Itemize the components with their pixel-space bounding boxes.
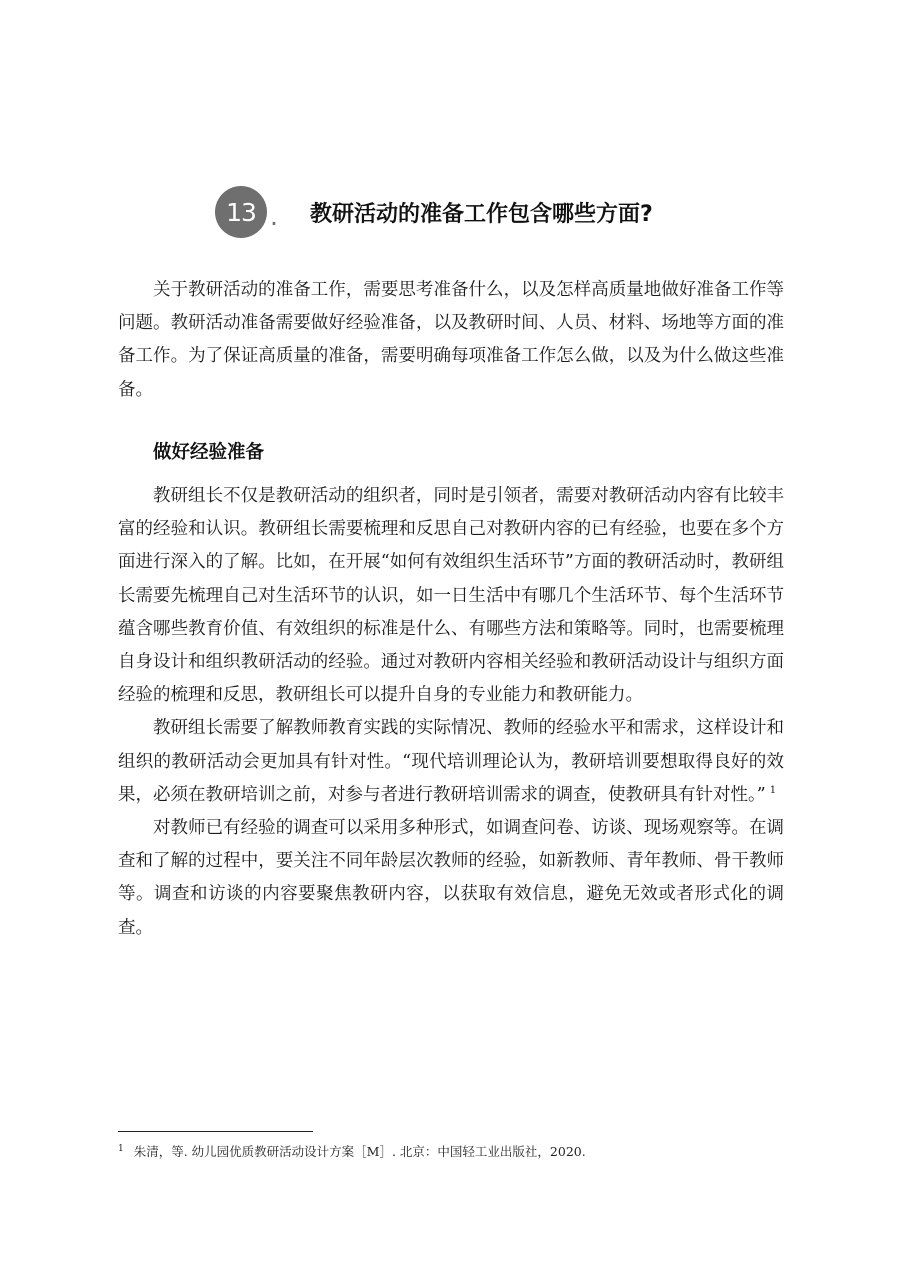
chapter-number-dot: . <box>270 201 278 231</box>
section-paragraph-2 <box>118 712 784 812</box>
footnote-reference[interactable]: 1 <box>769 785 777 796</box>
section-paragraph-2-text: 教研组长需要了解教师教育实践的实际情况、教师的经验水平和需求，这样设计和组织的教研活动会更加具有针对性。“现代培训理论认为，教研培训要想取得良好的效果，必须在教研培训之前，对参与者进行教研培训需求的调查，使教研具有针对性。” <box>118 718 784 805</box>
footnote-divider <box>118 1131 313 1132</box>
footnote-text: 朱清，等. 幼儿园优质教研活动设计方案［M］. 北京：中国轻工业出版社，2020. <box>133 1144 586 1159</box>
section-body <box>118 480 784 945</box>
intro-block <box>118 274 784 407</box>
chapter-number-badge: 13 <box>215 186 267 238</box>
footnote-mark: 1 <box>118 1143 124 1154</box>
section-paragraph-3: 对教师已有经验的调查可以采用多种形式，如调查问卷、访谈、现场观察等。在调查和了解的过程中，要关注不同年龄层次教师的经验，如新教师、青年教师、骨干教师等。调查和访谈的内容要聚焦教研内容，以获取有效信息，避免无效或者形式化的调查。 <box>118 818 784 938</box>
section-paragraph-1: 教研组长不仅是教研活动的组织者，同时是引领者，需要对教研活动内容有比较丰富的经验和认识。教研组长需要梳理和反思自己对教研内容的已有经验，也要在多个方面进行深入的了解。比如，在开展“如何有效组织生活环节”方面的教研活动时，教研组长需要先梳理自己对生活环节的认识，如一日生活中有哪几个生活环节、每个生活环节蕴含哪些教育价值、有效组织的标准是什么、有哪些方法和策略等。同时，也需要梳理自身设计和组织教研活动的经验。通过对教研内容相关经验和教研活动设计与组织方面经验的梳理和反思，教研组长可以提升自身的专业能力和教研能力。 <box>118 486 784 706</box>
chapter-title: 教研活动的准备工作包含哪些方面? <box>309 201 653 227</box>
chapter-heading <box>215 186 653 238</box>
footnote <box>118 1142 586 1160</box>
intro-paragraph: 关于教研活动的准备工作，需要思考准备什么，以及怎样高质量地做好准备工作等问题。教研活动准备需要做好经验准备，以及教研时间、人员、材料、场地等方面的准备工作。为了保证高质量的准备，需要明确每项准备工作怎么做，以及为什么做这些准备。 <box>118 280 784 400</box>
section-heading: 做好经验准备 <box>153 442 265 463</box>
